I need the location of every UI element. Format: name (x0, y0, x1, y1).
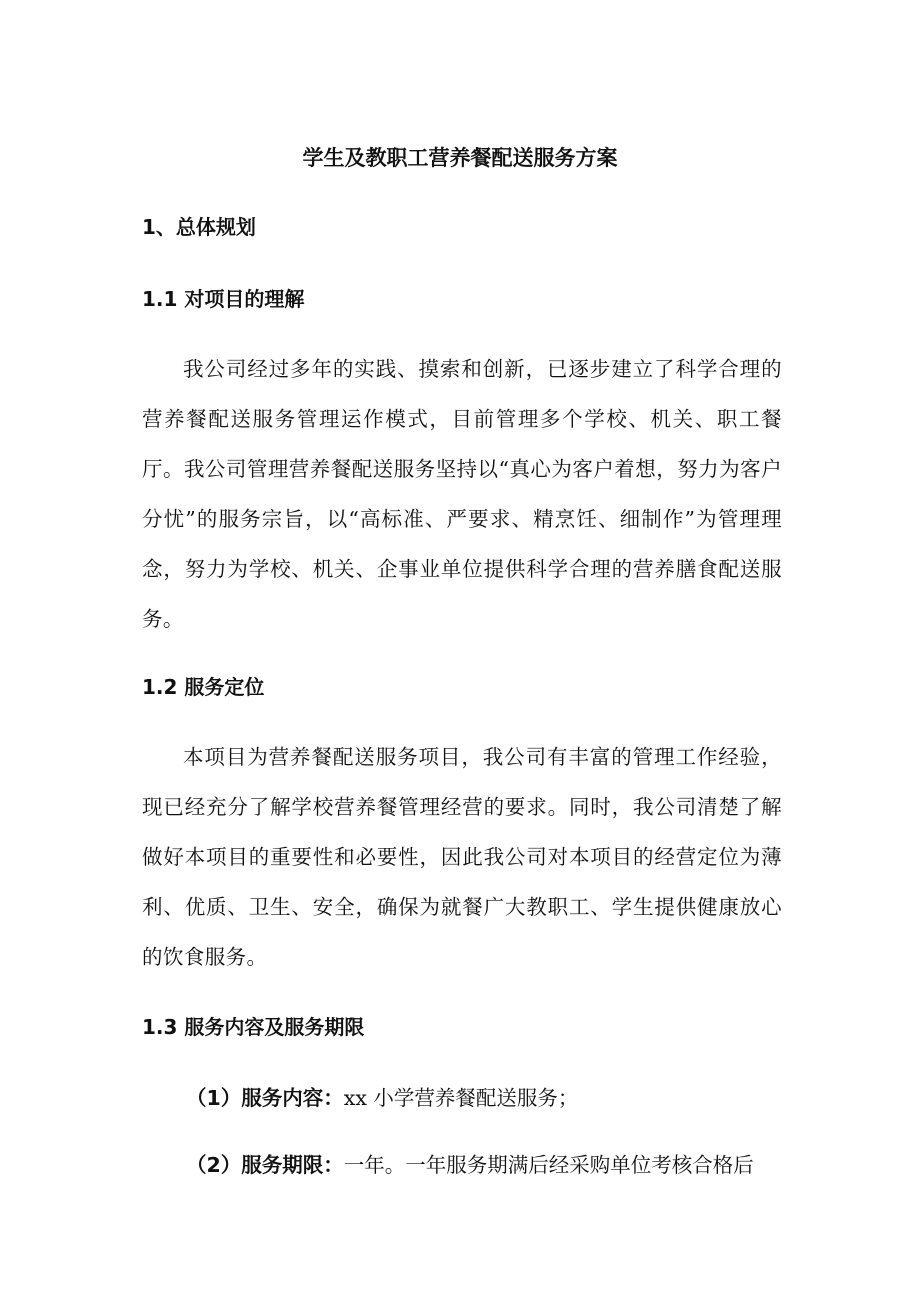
document-title: 学生及教职工营养餐配送服务方案 (302, 146, 618, 170)
list-item-label: （2）服务期限： (186, 1153, 344, 1177)
list-item-text: xx 小学营养餐配送服务； (343, 1086, 579, 1110)
list-item-service-content (186, 1083, 786, 1113)
paragraph-service-positioning: 本项目为营养餐配送服务项目，我公司有丰富的管理工作经验，现已经充分了解学校营养餐管理经营的要求。同时，我公司清楚了解做好本项目的重要性和必要性，因此我公司对本项目的经营定位为薄利、优质、卫生、安全，确保为就餐广大教职工、学生提供健康放心的饮食服务。 (142, 745, 782, 969)
section-heading-overall-plan: 1、总体规划 (142, 215, 256, 239)
list-item-text: 一年。一年服务期满后经采购单位考核合格后 (343, 1153, 754, 1177)
section-heading-service-positioning: 1.2 服务定位 (142, 675, 265, 699)
paragraph-project-understanding: 我公司经过多年的实践、摸索和创新，已逐步建立了科学合理的营养餐配送服务管理运作模式，目前管理多个学校、机关、职工餐厅。我公司管理营养餐配送服务坚持以“真心为客户着想，努力为客户分忧”的服务宗旨，以“高标准、严要求、精烹饪、细制作”为管理理念，努力为学校、机关、企事业单位提供科学合理的营养膳食配送服务。 (142, 357, 782, 631)
list-item-label: （1）服务内容： (186, 1086, 344, 1110)
section-heading-project-understanding: 1.1 对项目的理解 (142, 287, 305, 311)
section-heading-service-content-period: 1.3 服务内容及服务期限 (142, 1015, 365, 1039)
list-item-service-period (186, 1150, 786, 1180)
